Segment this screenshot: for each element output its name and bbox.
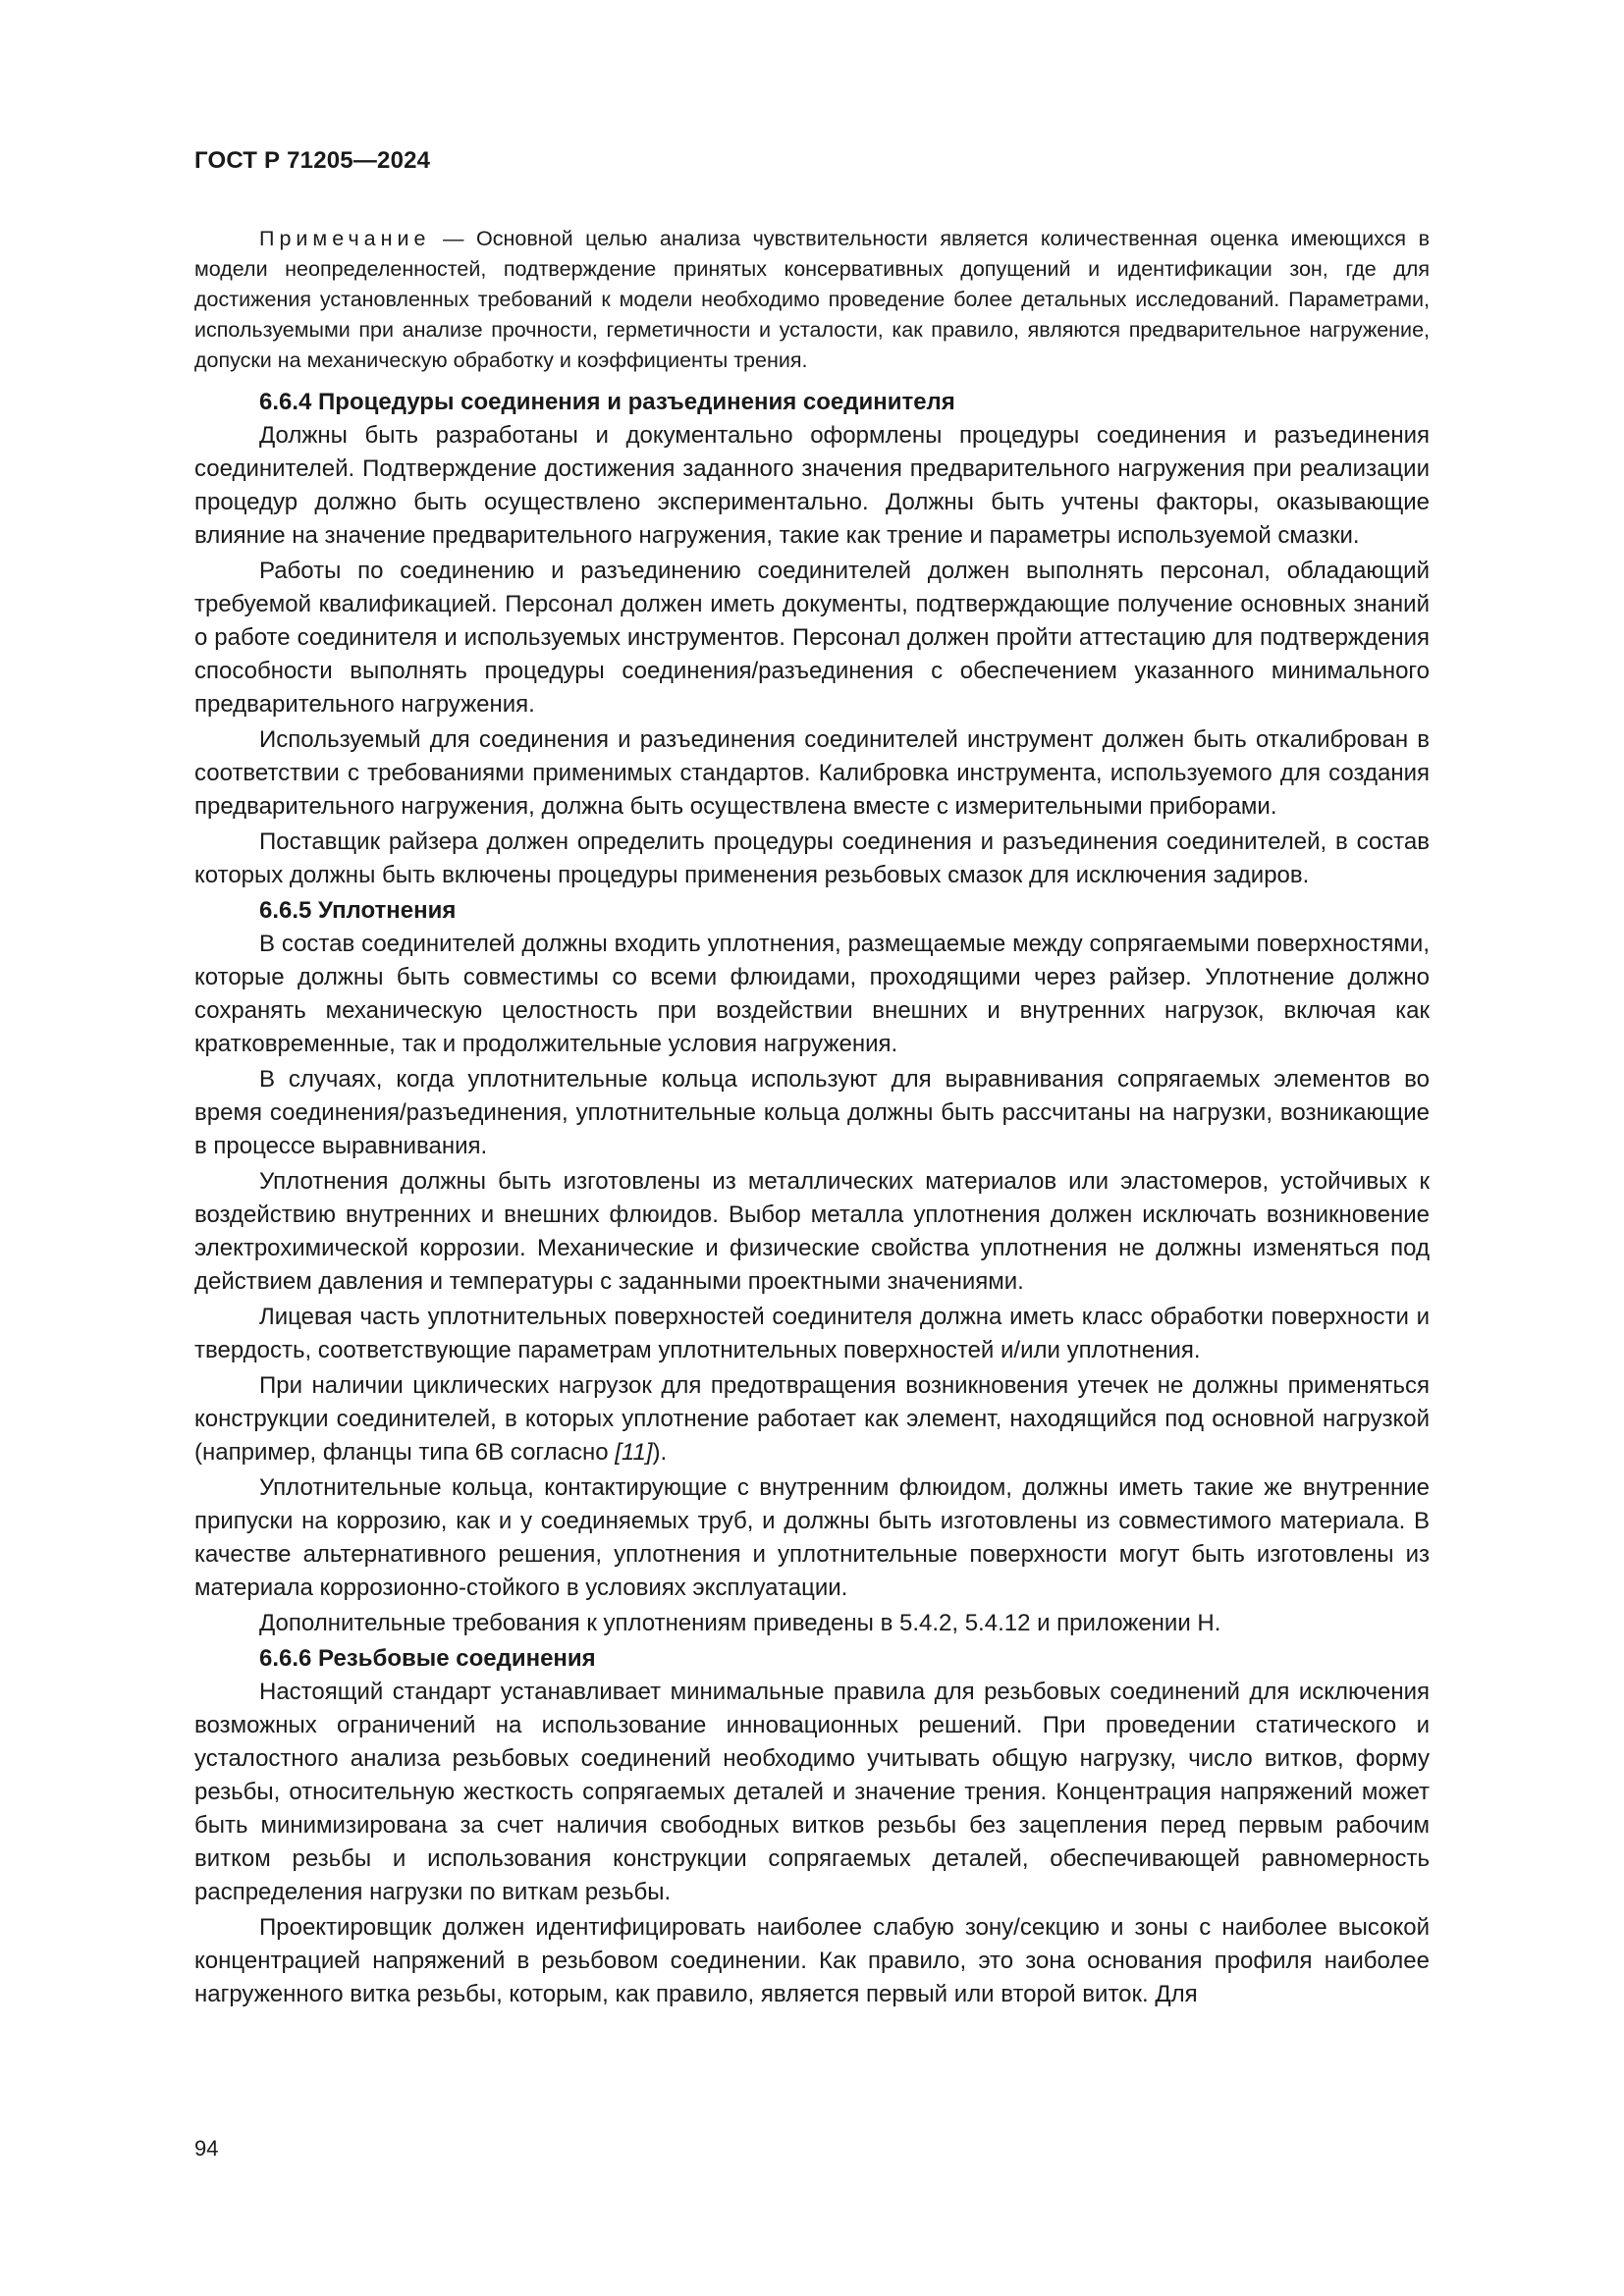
note: [194, 224, 1430, 376]
section-heading-6-6-5: 6.6.5 Уплотнения: [259, 897, 457, 924]
paragraph: Работы по соединению и разъединению соединителей должен выполнять персонал, обладающий требуемой квалификацией. Персонал должен иметь документы, подтверждающие получение основных знаний о работе соединителя и используемых инструментов. Персонал должен пройти аттестацию для подтверждения способности выполнять процедуры соединения/разъединения с обеспечением указанного минимального предварительного нагружения.: [194, 558, 1430, 718]
section-heading-6-6-6: 6.6.6 Резьбовые соединения: [259, 1645, 596, 1672]
paragraph: Лицевая часть уплотнительных поверхностей соединителя должна иметь класс обработки поверхности и твердость, соответствующие параметрам уплотнительных поверхностей и/или уплотнения.: [194, 1304, 1430, 1363]
paragraph: В состав соединителей должны входить уплотнения, размещаемые между сопрягаемыми поверхностями, которые должны быть совместимы со всеми флюидами, проходящими через райзер. Уплотнение должно сохранять механическую целостность при воздействии внешних и внутренних нагрузок, включая как кратковременные, так и продолжительные условия нагружения.: [194, 931, 1430, 1057]
section-heading-6-6-4: 6.6.4 Процедуры соединения и разъединения соединителя: [259, 389, 955, 415]
paragraph: Настоящий стандарт устанавливает минимальные правила для резьбовых соединений для исключения возможных ограничений на использование инновационных решений. При проведении статического и усталостного анализа резьбовых соединений необходимо учитывать общую нагрузку, число витков, форму резьбы, относительную жесткость сопрягаемых деталей и значение трения. Концентрация напряжений может быть минимизирована за счет наличия свободных витков резьбы без зацепления перед первым рабочим витком резьбы и использования конструкции сопрягаемых деталей, обеспечивающей равномерность распределения нагрузки по виткам резьбы.: [194, 1679, 1430, 1905]
paragraph: В случаях, когда уплотнительные кольца используют для выравнивания сопрягаемых элементов во время соединения/разъединения, уплотнительные кольца должны быть рассчитаны на нагрузки, возникающие в процессе выравнивания.: [194, 1066, 1430, 1159]
paragraph: Дополнительные требования к уплотнениям приведены в 5.4.2, 5.4.12 и приложении Н.: [259, 1610, 1221, 1636]
note-lead: Примечание: [259, 227, 431, 250]
paragraph: Используемый для соединения и разъединения соединителей инструмент должен быть откалиброван в соответствии с требованиями применимых стандартов. Калибровка инструмента, используемого для создания предварительного нагружения, должна быть осуществлена вместе с измерительными приборами.: [194, 726, 1430, 820]
page-content: [194, 224, 1430, 2013]
document-header: ГОСТ Р 71205—2024: [194, 147, 431, 174]
paragraph: Должны быть разработаны и документально оформлены процедуры соединения и разъединения соединителей. Подтверждение достижения заданного значения предварительного нагружения при реализации процедур должно быть осуществлено экспериментально. Должны быть учтены факторы, оказывающие влияние на значение предварительного нагружения, такие как трение и параметры используемой смазки.: [194, 422, 1430, 549]
paragraph: Уплотнительные кольца, контактирующие с внутренним флюидом, должны иметь такие же внутренние припуски на коррозию, как и у соединяемых труб, и должны быть изготовлены из совместимого материала. В качестве альтернативного решения, уплотнения и уплотнительные поверхности могут быть изготовлены из материала коррозионно-стойкого в условиях эксплуатации.: [194, 1474, 1430, 1601]
paragraph: Поставщик райзера должен определить процедуры соединения и разъединения соединителей, в состав которых должны быть включены процедуры применения резьбовых смазок для исключения задиров.: [194, 828, 1430, 888]
paragraph: [194, 1369, 1430, 1469]
note-text: Основной целью анализа чувствительности является количественная оценка имеющихся в модели неопределенностей, подтверждение принятых консервативных допущений и идентификации зон, где для достижения установленных требований к модели необходимо проведение более детальных исследований. Параметрами, используемыми при анализе прочности, герметичности и усталости, как правило, являются предварительное нагружение, допуски на механическую обработку и коэффициенты трения.: [194, 227, 1430, 372]
bibliography-reference: [11]: [615, 1439, 653, 1466]
note-dash: —: [430, 227, 477, 250]
paragraph: Проектировщик должен идентифицировать наиболее слабую зону/секцию и зоны с наиболее высокой концентрацией напряжений в резьбовом соединении. Как правило, это зона основания профиля наиболее нагруженного витка резьбы, которым, как правило, является первый или второй виток. Для: [194, 1914, 1430, 2007]
page-number: 94: [194, 2136, 219, 2161]
paragraph-text: ).: [652, 1439, 668, 1466]
paragraph: Уплотнения должны быть изготовлены из металлических материалов или эластомеров, устойчивых к воздействию внутренних и внешних флюидов. Выбор металла уплотнения должен исключать возникновение электрохимической коррозии. Механические и физические свойства уплотнения не должны изменяться под действием давления и температуры с заданными проектными значениями.: [194, 1168, 1430, 1295]
paragraph-text: При наличии циклических нагрузок для предотвращения возникновения утечек не должны применяться конструкции соединителей, в которых уплотнение работает как элемент, находящийся под основной нагрузкой (например, фланцы типа 6B согласно: [194, 1372, 1430, 1466]
